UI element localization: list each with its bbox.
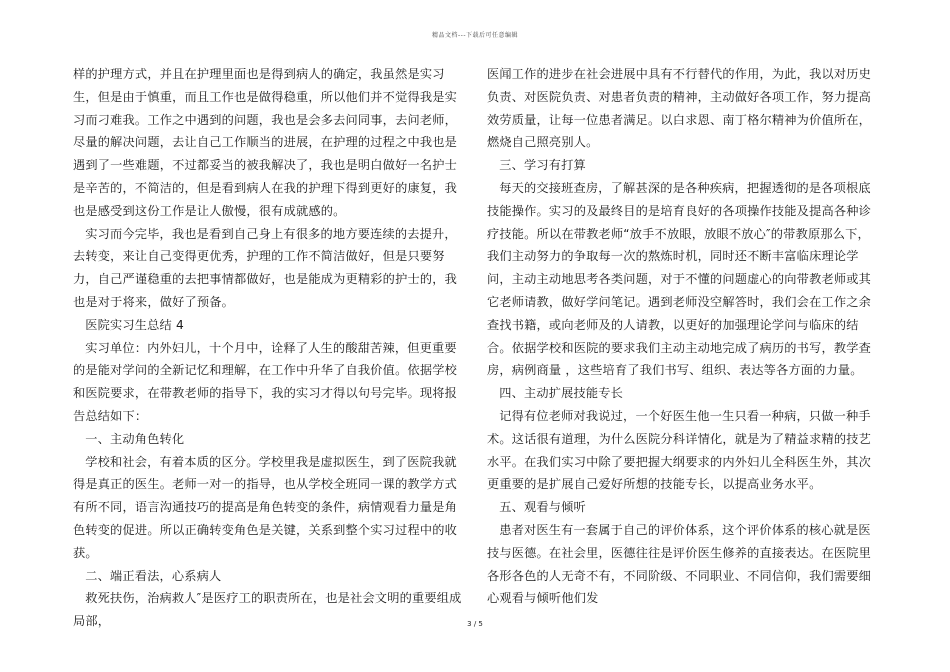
section-title: 医院实习生总结 4 — [85, 317, 184, 332]
paragraph: 救死扶伤，治病救人″是医疗工的职责所在，也是社会文明的重要组成局部， — [73, 591, 462, 629]
paragraph: 实习单位：内外妇儿，十个月中，诠释了人生的酸甜苦辣，但更重要的是能对学问的全新记忆和理解，在工作中升华了自我价值。依据学校和医院要求，在带教老师的指导下，我的实习才得以句号完毕。现将报告总结如下： — [73, 340, 458, 423]
paragraph: 记得有位老师对我说过，一个好医生他一生只看一种病，只做一种手术。这话很有道理，为什么医院分科详情化，就是为了精益求精的技艺水平。在我们实习中除了要把握大纲要求的内外妇儿全科医生外，其次更重要的是扩展自己爱好所想的技能专长，以提高业务水平。 — [487, 408, 872, 492]
paragraph: 学校和社会，有着本质的区分。学校里我是虚拟医生，到了医院我就得是真正的医生。老师一对一的指导，也从学校全班同一课的教学方式有所不同，语言沟通技巧的提高是角色转变的条件，病情观看力量是角色转变的促进。所以正确转变角色是关键，关系到整个实习过程中的收获。 — [73, 454, 458, 560]
paragraph: 实习而今完毕，我也是看到自己身上有很多的地方要连续的去提升，去转变，来让自己变得更优秀，护理的工作不简洁做好，但是只要努力，自己严谨稳重的去把事情都做好，也是能成为更精彩的护士的，我也是对于将来，做好了预备。 — [73, 226, 458, 309]
page-number: 3 / 5 — [467, 620, 483, 628]
section-heading: 一、主动角色转化 — [85, 431, 185, 446]
paragraph: 医闻工作的进步在社会进展中具有不行替代的作用，为此，我以对历史负责、对医院负责、对患者负责的精神，主动做好各项工作，努力提高效劳质量，让每一位患者满足。以白求恩、南丁格尔精神为价值所在，燃烧自己照亮别人。 — [487, 67, 872, 150]
paragraph: 样的护理方式，并且在护理里面也是得到病人的确定，我虽然是实习生，但是由于慎重，而且工作也是做得稳重，所以他们并不觉得我是实习而刁难我。工作之中遇到的问题，我也是会多去问同事，去问老师，尽量的解决问题，去让自己工作顺当的进展，在护理的过程之中我也是遇到了一些难题，不过都妥当的被我解决了，我也是明白做好一名护士是辛苦的，不简洁的，但是看到病人在我的护理下得到更好的康复，我也是感受到这份工作是让人傲慢，很有成就感的。 — [73, 67, 458, 218]
section-heading: 四、主动扩展技能专长 — [499, 386, 624, 401]
section-heading: 三、学习有打算 — [499, 158, 586, 173]
left-column — [73, 63, 463, 633]
right-column — [487, 63, 877, 610]
paragraph: 患者对医生有一套属于自己的评价体系，这个评价体系的核心就是医技与医德。在社会里，医德往往是评价医生修养的直接表达。在医院里各形各色的人无奇不有，不同阶级、不同职业、不同信仰，我们需要细心观看与倾听他们发 — [487, 522, 872, 606]
section-heading: 二、端正看法，心系病人 — [85, 568, 222, 583]
section-heading: 五、观看与倾听 — [499, 500, 586, 515]
paragraph: 每天的交接班查房，了解甚深的是各种疾病，把握透彻的是各项根底技能操作。实习的及最终目的是培育良好的各项操作技能及提高各种诊疗技能。所以在带教老师“放手不放眼，放眼不放心″的带教原那么下，我们主动努力的争取每一次的熬炼时机，同时还不断丰富临床理论学问，主动主动地思考各类问题，对于不懂的问题虚心的向带教老师或其它老师请教，做好学问笔记。遇到老师没空解答时，我们会在工作之余查找书籍，或向老师及的人请教，以更好的加强理论学问与临床的结合。依据学校和医院的要求我们主动主动地完成了病历的书写，教学查房，病例商量 ，这些培育了我们书写、组织、表达等各方面的力量。 — [487, 180, 872, 378]
page-header: 精品文档---下载后可任意编辑 — [432, 32, 518, 39]
